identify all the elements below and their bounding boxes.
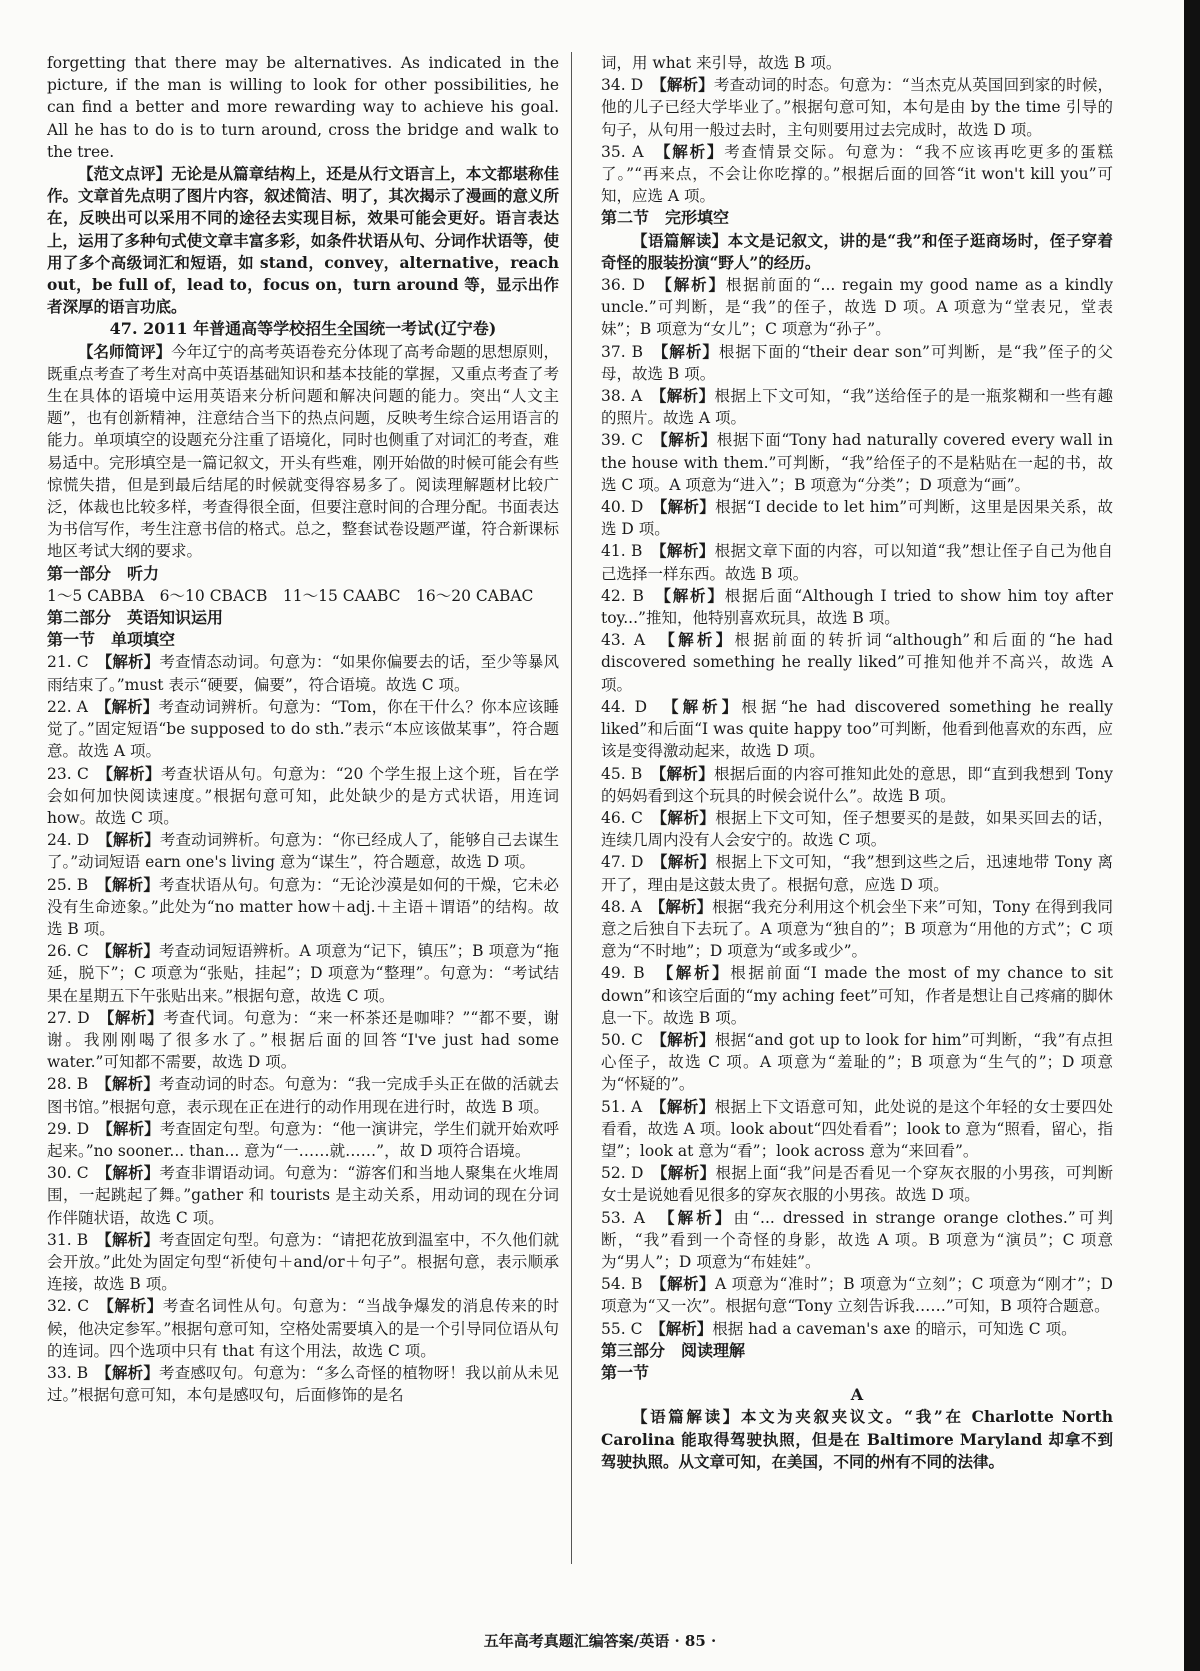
continued-text: 词，用 what 来引导，故选 B 项。 <box>601 54 842 72</box>
reading-intro: 【语篇解读】本文为夹叙夹议文。“我”在 Charlotte North Carolina 能取得驾驶执照，但是在 Baltimore Maryland 却拿不到驾驶执照。从文章可知，在美国，不同的州有不同的法律。 <box>601 1407 1113 1471</box>
answer-item: 28. B 【解析】考查动词的时态。句意为：“我一完成手头正在做的活就去图书馆。”根据句意，表示现在正在进行的动作用现在进行时，故选 B 项。 <box>47 1074 559 1116</box>
answer-item: 43. A 【解析】根据前面的转折词“although”和后面的“he had discovered something he really liked”可推知他并不高兴，故选 A 项。 <box>601 630 1113 694</box>
review-label: 【名师简评】 <box>78 341 172 361</box>
answer-item: 45. B 【解析】根据后面的内容可推知此处的意思，即“直到我想到 Tony 的妈妈看到这个玩具的时候会说什么”。故选 B 项。 <box>601 763 1113 805</box>
essay-ending: forgetting that there may be alternatives. As indicated in the picture, if the man is willing to look for other possibilities, he can find a better and more rewarding way to achieve his goal. All he has to do is to turn around, cross the bridge and walk to the tree. <box>47 54 559 161</box>
answer-item: 38. A 【解析】根据上下文可知，“我”送给侄子的是一瓶浆糊和一些有趣的照片。故选 A 项。 <box>601 386 1113 428</box>
answer-item: 23. C 【解析】考查状语从句。句意为：“20 个学生报上这个班，旨在学会如何加快阅读速度。”根据句意可知，此处缺少的是方式状语，用连词 how。故选 C 项。 <box>47 763 559 827</box>
answer-item: 47. D 【解析】根据上下文可知，“我”想到这些之后，迅速地带 Tony 离开了，理由是这鼓太贵了。根据句意，应选 D 项。 <box>601 852 1113 894</box>
right-column <box>601 52 1113 1473</box>
answer-item: 44. D 【解析】根据“he had discovered something he really liked”和后面“I was quite happy too”可判断，他看到他喜欢的东西，应该是变得激动起来，故选 D 项。 <box>601 696 1113 761</box>
answer-item: 36. D 【解析】根据前面的“... regain my good name as a kindly uncle.”可判断，是“我”的侄子，故选 D 项。A 项意为“堂表兄，堂表妹”；B 项意为“女儿”；C 项意为“孙子”。 <box>601 275 1113 339</box>
answer-item: 34. D 【解析】考查动词的时态。句意为：“当杰克从英国回到家的时候，他的儿子已经大学毕业了。”根据句意可知，本句是由 by the time 引导的句子，从句用一般过去时，主句则要用过去完成时，故选 D 项。 <box>601 75 1113 139</box>
page-edge <box>1184 0 1200 1671</box>
answer-item: 37. B 【解析】根据下面的“their dear son”可判断，是“我”侄子的父母，故选 B 项。 <box>601 341 1113 383</box>
answer-item: 48. A 【解析】根据“我充分利用这个机会坐下来”可知，Tony 在得到我同意之后独自下去玩了。A 项意为“独自的”；B 项意为“用他的方式”；C 项意为“不时地”；D 项意为“或多或少”。 <box>601 896 1113 961</box>
answer-item: 50. C 【解析】根据“and got up to look for him”可判断，“我”有点担心侄子，故选 C 项。A 项意为“羞耻的”；B 项意为“生气的”；D 项意为“怀疑的”。 <box>601 1029 1113 1094</box>
essay-comment <box>47 163 559 318</box>
cloze-intro: 【语篇解读】本文是记叙文，讲的是“我”和侄子逛商场时，侄子穿着奇怪的服装扮演“野人”的经历。 <box>601 230 1113 272</box>
answer-item: 27. D 【解析】考查代词。句意为：“来一杯茶还是咖啡？”“都不要，谢谢。我刚刚喝了很多水了。”根据后面的回答“I've just had some water.”可知都不需要，故选 D 项。 <box>47 1007 559 1072</box>
section1-heading: 第一节 单项填空 <box>47 630 176 650</box>
teacher-review <box>47 341 559 563</box>
answer-item: 22. A 【解析】考查动词辨析。句意为：“Tom，你在干什么？你本应该睡觉了。”固定短语“be supposed to do sth.”表示“本应该做某事”，符合题意。故选 A 项。 <box>47 696 559 761</box>
answer-item: 31. B 【解析】考查固定句型。句意为：“请把花放到温室中，不久他们就会开放。”此处为固定句型“祈使句＋and/or＋句子”。根据句意，表示顺承连接，故选 B 项。 <box>47 1229 559 1294</box>
answer-item: 53. A 【解析】由“... dressed in strange orange clothes.”可判断，“我”看到一个奇怪的身影，故选 A 项。B 项意为“演员”；C 项意为“男人”；D 项意为“布娃娃”。 <box>601 1207 1113 1271</box>
answer-item: 46. C 【解析】根据上下文可知，侄子想要买的是鼓，如果买回去的话，连续几周内没有人会安宁的。故选 C 项。 <box>601 807 1113 850</box>
exam-title: 47. 2011 年普通高等学校招生全国统一考试(辽宁卷) <box>109 319 497 339</box>
part2-heading: 第二部分 英语知识运用 <box>47 608 224 628</box>
answer-item: 39. C 【解析】根据下面“Tony had naturally covered every wall in the house with them.”可判断，“我”给侄子的不是粘贴在一起的书，故选 C 项。A 项意为“进入”；B 项意为“分类”；D 项意为“画”。 <box>601 430 1113 494</box>
comment-label: 【范文点评】 <box>78 164 172 184</box>
answer-item: 32. C 【解析】考查名词性从句。句意为：“当战争爆发的消息传来的时候，他决定参军。”根据句意可知，空格处需要填入的是一个引导同位语从句的连词。四个选项中只有 that 有这个用法，故选 C 项。 <box>47 1296 559 1360</box>
answer-item: 49. B 【解析】根据前面“I made the most of my chance to sit down”和该空后面的“my aching feet”可知，作者是想让自己疼痛的脚休息一下。故选 B 项。 <box>601 963 1113 1027</box>
answer-item: 33. B 【解析】考查感叹句。句意为：“多么奇怪的植物呀！我以前从未见过。”根据句意可知，本句是感叹句，后面修饰的是名 <box>47 1362 559 1405</box>
answer-item: 35. A 【解析】考查情景交际。句意为：“我不应该再吃更多的蛋糕了。”“再来点，不会让你吃撑的。”根据后面的回答“it won't kill you”可知，应选 A 项。 <box>601 141 1113 206</box>
listening-answers: 1～5 CABBA 6～10 CBACB 11～15 CAABC 16～20 CABAC <box>47 586 534 605</box>
left-column <box>47 52 559 1406</box>
answer-item: 40. D 【解析】根据“I decide to let him”可判断，这里是因果关系，故选 D 项。 <box>601 497 1113 539</box>
passage-letter: A <box>850 1385 864 1405</box>
answer-item: 42. B 【解析】根据后面“Although I tried to show him toy after toy...”推知，他特别喜欢玩具，故选 B 项。 <box>601 585 1113 628</box>
answer-item: 30. C 【解析】考查非谓语动词。句意为：“游客们和当地人聚集在火堆周围，一起跳起了舞。”gather 和 tourists 是主动关系，用动词的现在分词作伴随状语，故选 C 项。 <box>47 1163 559 1227</box>
answer-item: 21. C 【解析】考查情态动词。句意为：“如果你偏要去的话，至少等暴风雨结束了。”must 表示“硬要，偏要”，符合语境。故选 C 项。 <box>47 652 559 694</box>
answer-item: 26. C 【解析】考查动词短语辨析。A 项意为“记下，镇压”；B 项意为“拖延，脱下”；C 项意为“张贴，挂起”；D 项意为“整理”。句意为：“考试结果在星期五下午张贴出来。”根据句意，故选 C 项。 <box>47 941 559 1005</box>
part3-heading: 第三部分 阅读理解 <box>601 1340 746 1360</box>
answer-item: 24. D 【解析】考查动词辨析。句意为：“你已经成人了，能够自己去谋生了。”动词短语 earn one's living 意为“谋生”，符合题意，故选 D 项。 <box>47 830 559 872</box>
answer-item: 25. B 【解析】考查状语从句。句意为：“无论沙漠是如何的干燥，它未必没有生命迹象。”此处为“no matter how＋adj.＋主语＋谓语”的结构。故选 B 项。 <box>47 874 559 938</box>
page-footer: 五年高考真题汇编答案/英语 · 85 · <box>483 1632 717 1650</box>
section2-heading: 第二节 完形填空 <box>601 208 730 228</box>
review-text: 今年辽宁的高考英语卷充分体现了高考命题的思想原则，既重点考查了考生对高中英语基础知识和基本技能的掌握，又重点考查了考生在具体的语境中运用英语来分析问题和解决问题的能力。突出“人文主题”，也有创新精神，注意结合当下的热点问题，反映考生综合运用语言的能力。单项填空的设题充分注重了语境化，同时也侧重了对词汇的考查，难易适中。完形填空是一篇记叙文，开头有些难，刚开始做的时候可能会有些惊慌失措，但是到最后结尾的时候就变得容易多了。阅读理解题材比较广泛，体裁也比较多样，考查得很全面，但要注意时间的合理分配。书面表达为书信写作，考生注意书信的格式。总之，整套试卷设题严谨，符合新课标地区考试大纲的要求。 <box>47 342 559 561</box>
section-heading: 第一节 <box>601 1362 650 1382</box>
part1-heading: 第一部分 听力 <box>47 563 160 583</box>
answer-item: 29. D 【解析】考查固定句型。句意为：“他一演讲完，学生们就开始欢呼起来。”no sooner... than... 意为“一……就……”，故 D 项符合语境。 <box>47 1118 559 1160</box>
answer-item: 54. B 【解析】A 项意为“准时”；B 项意为“立刻”；C 项意为“刚才”；D 项意为“又一次”。根据句意“Tony 立刻告诉我……”可知，B 项符合题意。 <box>601 1274 1113 1316</box>
comment-text: 无论是从篇章结构上，还是从行文语言上，本文都堪称佳作。文章首先点明了图片内容，叙述简洁、明了，其次揭示了漫画的意义所在，反映出可以采用不同的途径去实现目标，效果可能会更好。语言表达上，运用了多种句式使文章丰富多彩，如条件状语从句、分词作状语等，使用了多个高级词汇和短语，如 stand，convey，alternative，reach out，be full of，lead to，focus on，turn around 等，显示出作者深厚的语言功底。 <box>47 164 559 317</box>
column-divider <box>571 52 572 1564</box>
answer-item: 55. C 【解析】根据 had a caveman's axe 的暗示，可知选 C 项。 <box>601 1318 1077 1338</box>
answer-item: 52. D 【解析】根据上面“我”问是否看见一个穿灰衣服的小男孩，可判断女士是说她看见很多的穿灰衣服的小男孩。故选 D 项。 <box>601 1163 1113 1205</box>
answer-item: 51. A 【解析】根据上下文语意可知，此处说的是这个年轻的女士要四处看看，故选 A 项。look about“四处看看”；look to 意为“照看，留心，指望”；look at 意为“看”；look across 意为“来回看”。 <box>601 1096 1113 1160</box>
answer-item: 41. B 【解析】根据文章下面的内容，可以知道“我”想让侄子自己为他自己选择一样东西。故选 B 项。 <box>601 541 1113 583</box>
